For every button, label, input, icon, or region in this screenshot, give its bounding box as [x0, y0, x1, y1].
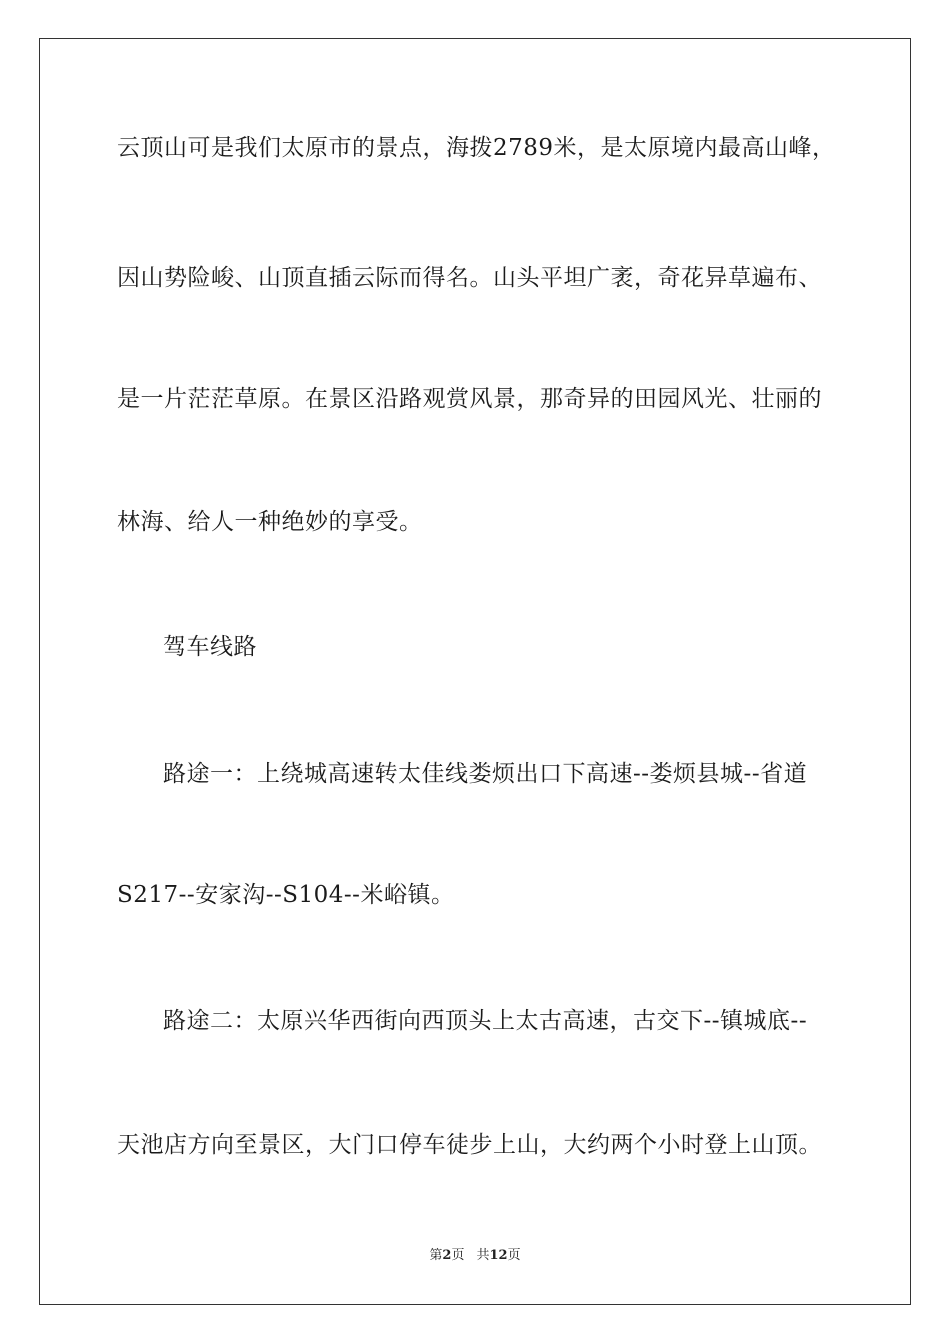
section-heading-driving-routes: 驾车线路 [163, 634, 257, 660]
page-footer [0, 1246, 950, 1266]
page-border [39, 38, 911, 1305]
footer-total-prefix: 共 [476, 1248, 490, 1263]
footer-page-number: 2 [442, 1248, 452, 1263]
route-two-line-2: 天池店方向至景区，大门口停车徒步上山，大约两个小时登上山顶。 [117, 1132, 822, 1158]
footer-page-prefix: 第 [429, 1248, 443, 1263]
route-one-line-2: S217--安家沟--S104--米峪镇。 [117, 882, 455, 908]
footer-page-suffix: 页 [451, 1248, 465, 1263]
body-text-line-1: 云顶山可是我们太原市的景点，海拨2789米，是太原境内最高山峰， [117, 135, 836, 161]
body-text-line-2: 因山势险峻、山顶直插云际而得名。山头平坦广袤，奇花异草遍布、 [117, 265, 822, 291]
footer-total-pages: 12 [489, 1248, 508, 1263]
footer-total-suffix: 页 [507, 1248, 521, 1263]
route-one-line-1: 路途一：上绕城高速转太佳线娄烦出口下高速--娄烦县城--省道 [163, 761, 808, 787]
route-two-line-1: 路途二：太原兴华西街向西顶头上太古高速，古交下--镇城底-- [163, 1008, 808, 1034]
body-text-line-3: 是一片茫茫草原。在景区沿路观赏风景，那奇异的田园风光、壮丽的 [117, 386, 822, 412]
body-text-line-4: 林海、给人一种绝妙的享受。 [117, 509, 423, 535]
